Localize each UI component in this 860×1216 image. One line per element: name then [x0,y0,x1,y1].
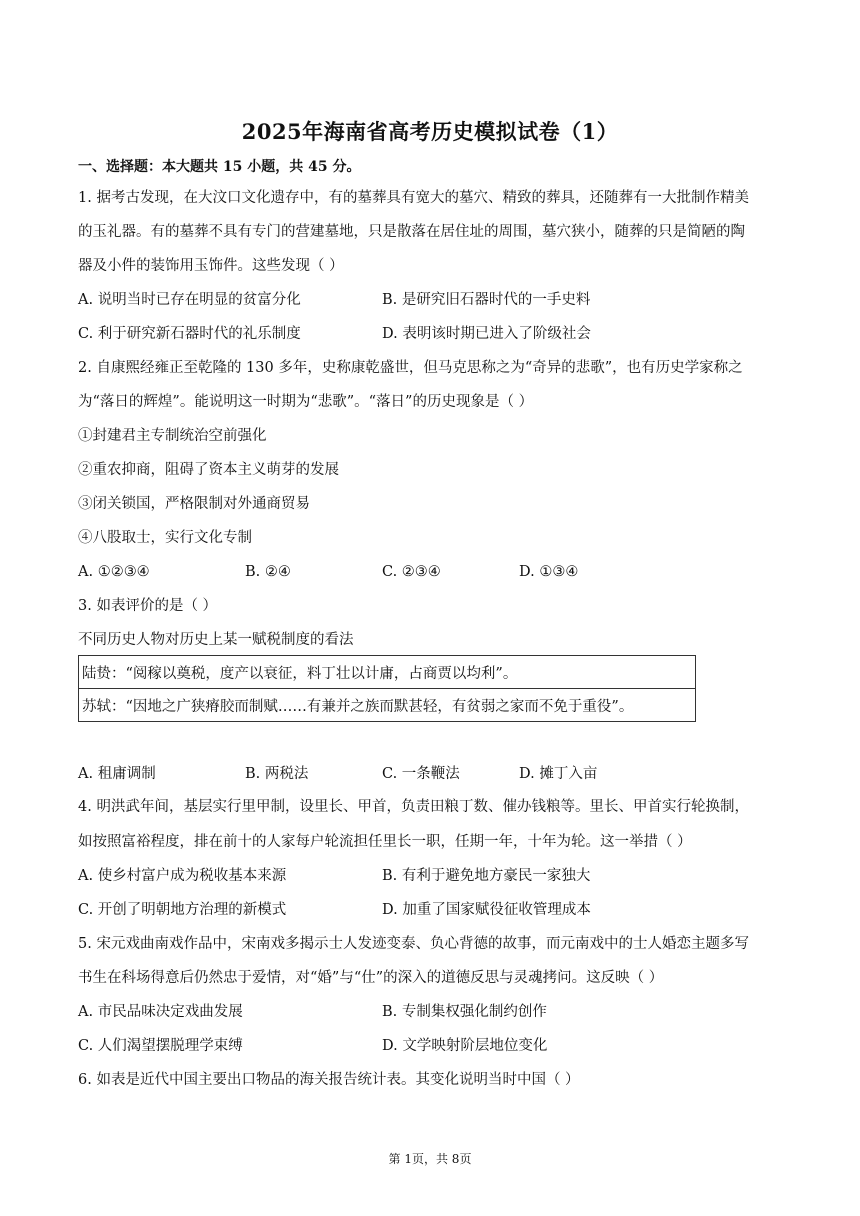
q1-option-b: B. 是研究旧石器时代的一手史料 [382,292,591,308]
table-row [79,689,696,722]
q3-line: 3. 如表评价的是（ ） [78,598,218,614]
q5-option-a: A. 市民品味决定戏曲发展 [78,1004,243,1020]
q1-option-d: D. 表明该时期已进入了阶级社会 [382,326,591,342]
section-heading: 一、选择题：本大题共 15 小题，共 45 分。 [78,159,361,175]
q3-table [78,655,696,722]
q4-option-b: B. 有利于避免地方豪民一家独大 [382,868,591,884]
q5-option-d: D. 文学映射阶层地位变化 [382,1038,548,1054]
q2-item-4: ④八股取士，实行文化专制 [78,530,252,546]
q1-option-a: A. 说明当时已存在明显的贫富分化 [78,292,301,308]
q1-line-3: 器及小件的装饰用玉饰件。这些发现（ ） [78,258,344,274]
q5-option-c: C. 人们渴望摆脱理学束缚 [78,1038,243,1054]
table-cell: 陆贽：“阅稼以奠税，度产以衰征，料丁壮以计庸，占商贾以均利”。 [79,656,696,689]
page-footer: 第 1页，共 8页 [388,1152,472,1166]
table-row [79,656,696,689]
q2-item-3: ③闭关锁国，严格限制对外通商贸易 [78,496,310,512]
q3-option-b: B. 两税法 [245,766,309,782]
q3-option-d: D. 摊丁入亩 [519,766,598,782]
q3-option-a: A. 租庸调制 [78,766,156,782]
q2-line-1: 2. 自康熙经雍正至乾隆的 130 多年，史称康乾盛世，但马克思称之为“奇异的悲歌”，也有历史学家称之 [78,360,743,376]
q1-option-c: C. 利于研究新石器时代的礼乐制度 [78,326,301,342]
q2-option-b: B. ②④ [245,564,291,580]
q2-option-a: A. ①②③④ [78,564,150,580]
q2-option-c: C. ②③④ [382,564,441,580]
table-cell: 苏轼：“因地之广狭瘠胶而制赋……有兼并之族而默甚轻，有贫弱之家而不免于重役”。 [79,689,696,722]
q4-option-c: C. 开创了明朝地方治理的新模式 [78,902,287,918]
q2-item-2: ②重农抑商，阻碍了资本主义萌芽的发展 [78,462,339,478]
q3-table-caption: 不同历史人物对历史上某一赋税制度的看法 [78,632,354,648]
q5-line-1: 5. 宋元戏曲南戏作品中，宋南戏多揭示士人发迹变泰、负心背德的故事，而元南戏中的士人婚恋主题多写 [78,936,749,952]
page-title: 2025年海南省高考历史模拟试卷（1） [241,119,619,144]
q4-line-2: 如按照富裕程度，排在前十的人家每户轮流担任里长一职，任期一年，十年为轮。这一举措（ ） [78,834,692,850]
q2-line-2: 为“落日的辉煌”。能说明这一时期为“悲歌”。“落日”的历史现象是（ ） [78,394,534,410]
q4-option-d: D. 加重了国家赋役征收管理成本 [382,902,591,918]
q1-line-2: 的玉礼器。有的墓葬不具有专门的营建墓地，只是散落在居住址的周围，墓穴狭小，随葬的只是简陋的陶 [78,224,745,240]
q1-line-1: 1. 据考古发现，在大汶口文化遗存中，有的墓葬具有宽大的墓穴、精致的葬具，还随葬有一大批制作精美 [78,190,749,206]
q2-item-1: ①封建君主专制统治空前强化 [78,428,267,444]
q3-option-c: C. 一条鞭法 [382,766,460,782]
q4-option-a: A. 使乡村富户成为税收基本来源 [78,868,287,884]
q4-line-1: 4. 明洪武年间，基层实行里甲制，设里长、甲首，负责田粮丁数、催办钱粮等。里长、甲首实行轮换制， [78,799,749,815]
q5-line-2: 书生在科场得意后仍然忠于爱情，对“婚”与“仕”的深入的道德反思与灵魂拷问。这反映（ ） [78,970,664,986]
q2-option-d: D. ①③④ [519,564,579,580]
q5-option-b: B. 专制集权强化制约创作 [382,1004,547,1020]
q6-line: 6. 如表是近代中国主要出口物品的海关报告统计表。其变化说明当时中国（ ） [78,1072,580,1088]
